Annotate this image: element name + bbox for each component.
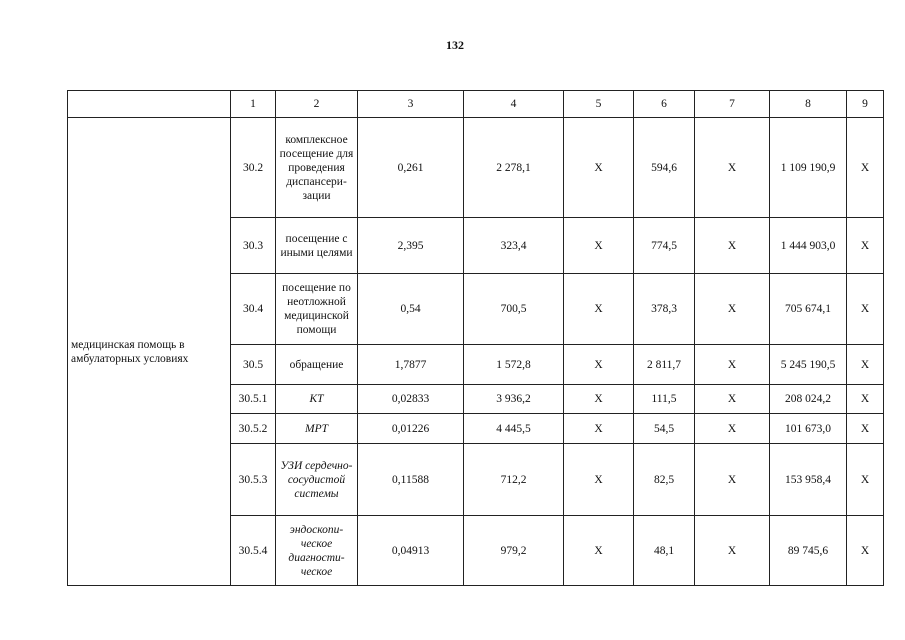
row-code: 30.5.4: [231, 516, 276, 586]
cell-col4: 1 572,8: [464, 345, 564, 385]
cell-col7: X: [695, 516, 770, 586]
cell-col4: 323,4: [464, 218, 564, 274]
cell-col9: X: [847, 118, 884, 218]
cell-col6: 111,5: [634, 385, 695, 414]
page-number: 132: [446, 38, 464, 52]
header-cell-0: [68, 91, 231, 118]
cell-col8: 153 958,4: [770, 444, 847, 516]
header-cell-3: 3: [358, 91, 464, 118]
header-cell-5: 5: [564, 91, 634, 118]
row-description: КТ: [276, 385, 358, 414]
cell-col3: 0,261: [358, 118, 464, 218]
row-code: 30.5.3: [231, 444, 276, 516]
cell-col3: 1,7877: [358, 345, 464, 385]
cell-col8: 5 245 190,5: [770, 345, 847, 385]
cell-col6: 82,5: [634, 444, 695, 516]
cell-col7: X: [695, 345, 770, 385]
cell-col4: 2 278,1: [464, 118, 564, 218]
cell-col4: 979,2: [464, 516, 564, 586]
cell-col9: X: [847, 274, 884, 345]
cell-col7: X: [695, 444, 770, 516]
cell-col5: X: [564, 414, 634, 444]
cell-col3: 0,02833: [358, 385, 464, 414]
cell-col5: X: [564, 385, 634, 414]
header-cell-9: 9: [847, 91, 884, 118]
cell-col8: 705 674,1: [770, 274, 847, 345]
cell-col8: 89 745,6: [770, 516, 847, 586]
cell-col7: X: [695, 218, 770, 274]
cell-col4: 3 936,2: [464, 385, 564, 414]
cell-col7: X: [695, 274, 770, 345]
cell-col9: X: [847, 385, 884, 414]
row-description: УЗИ сердечно-сосудистой системы: [276, 444, 358, 516]
cell-col5: X: [564, 345, 634, 385]
row-code: 30.5.1: [231, 385, 276, 414]
cell-col5: X: [564, 516, 634, 586]
cell-col9: X: [847, 414, 884, 444]
header-cell-7: 7: [695, 91, 770, 118]
cell-col5: X: [564, 218, 634, 274]
row-code: 30.5: [231, 345, 276, 385]
cell-col3: 0,04913: [358, 516, 464, 586]
row-description: эндоскопи-ческое диагности-ческое: [276, 516, 358, 586]
cell-col6: 774,5: [634, 218, 695, 274]
row-code: 30.5.2: [231, 414, 276, 444]
header-cell-6: 6: [634, 91, 695, 118]
cell-col3: 0,11588: [358, 444, 464, 516]
cell-col9: X: [847, 516, 884, 586]
cell-col7: X: [695, 385, 770, 414]
cell-col9: X: [847, 218, 884, 274]
cell-col6: 54,5: [634, 414, 695, 444]
cell-col7: X: [695, 118, 770, 218]
data-table: [67, 90, 884, 586]
cell-col8: 208 024,2: [770, 385, 847, 414]
cell-col6: 594,6: [634, 118, 695, 218]
cell-col6: 2 811,7: [634, 345, 695, 385]
cell-col3: 0,54: [358, 274, 464, 345]
cell-col7: X: [695, 414, 770, 444]
cell-col8: 101 673,0: [770, 414, 847, 444]
row-description: посещение с иными целями: [276, 218, 358, 274]
cell-col6: 48,1: [634, 516, 695, 586]
table-row: [68, 118, 884, 218]
header-cell-1: 1: [231, 91, 276, 118]
header-cell-2: 2: [276, 91, 358, 118]
cell-col9: X: [847, 345, 884, 385]
row-code: 30.2: [231, 118, 276, 218]
row-description: обращение: [276, 345, 358, 385]
cell-col4: 712,2: [464, 444, 564, 516]
group-label: медицинская помощь в амбулаторных условиях: [68, 118, 231, 586]
cell-col8: 1 109 190,9: [770, 118, 847, 218]
cell-col6: 378,3: [634, 274, 695, 345]
header-row: [68, 91, 884, 118]
row-description: комплексное посещение для проведения диспансери-зации: [276, 118, 358, 218]
cell-col3: 2,395: [358, 218, 464, 274]
cell-col5: X: [564, 274, 634, 345]
cell-col3: 0,01226: [358, 414, 464, 444]
row-description: МРТ: [276, 414, 358, 444]
cell-col4: 4 445,5: [464, 414, 564, 444]
row-description: посещение по неотложной медицинской помощи: [276, 274, 358, 345]
row-code: 30.3: [231, 218, 276, 274]
cell-col5: X: [564, 118, 634, 218]
header-cell-4: 4: [464, 91, 564, 118]
cell-col8: 1 444 903,0: [770, 218, 847, 274]
row-code: 30.4: [231, 274, 276, 345]
cell-col5: X: [564, 444, 634, 516]
header-cell-8: 8: [770, 91, 847, 118]
cell-col9: X: [847, 444, 884, 516]
cell-col4: 700,5: [464, 274, 564, 345]
